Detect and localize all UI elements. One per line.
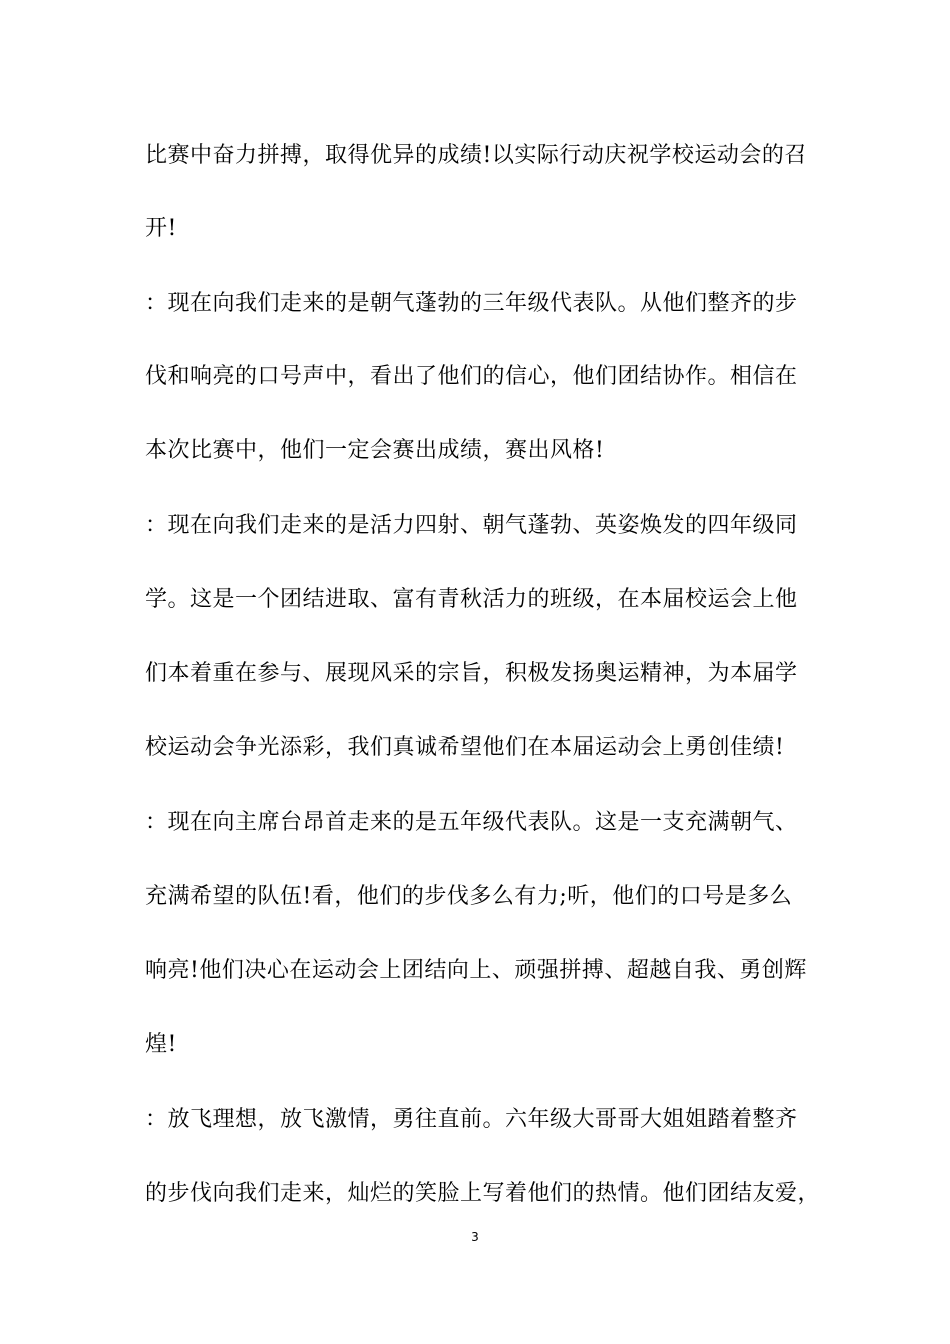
page-number: 3 — [471, 1230, 479, 1244]
text-line: ：现在向我们走来的是活力四射、朝气蓬勃、英姿焕发的四年级同 — [145, 513, 798, 538]
text-line: ：放飞理想，放飞激情，勇往直前。六年级大哥哥大姐姐踏着整齐 — [145, 1107, 798, 1132]
text-line: 伐和响亮的口号声中，看出了他们的信心，他们团结协作。相信在 — [145, 364, 798, 389]
text-line: 们本着重在参与、展现风采的宗旨，积极发扬奥运精神，为本届学 — [145, 661, 798, 686]
text-line: 开! — [145, 216, 177, 241]
text-line: ：现在向我们走来的是朝气蓬勃的三年级代表队。从他们整齐的步 — [145, 291, 798, 316]
text-line: 响亮!他们决心在运动会上团结向上、顽强拼搏、超越自我、勇创辉 — [145, 958, 807, 983]
text-line: 的步伐向我们走来，灿烂的笑脸上写着他们的热情。他们团结友爱， — [145, 1181, 821, 1206]
text-line: 充满希望的队伍!看，他们的步伐多么有力;听，他们的口号是多么 — [145, 884, 793, 909]
text-line: 学。这是一个团结进取、富有青秋活力的班级，在本届校运会上他 — [145, 587, 798, 612]
text-line: 比赛中奋力拼搏，取得优异的成绩!以实际行动庆祝学校运动会的召 — [145, 143, 807, 168]
text-line: ：现在向主席台昂首走来的是五年级代表队。这是一支充满朝气、 — [145, 810, 798, 835]
text-line: 煌! — [145, 1032, 177, 1057]
text-line: 校运动会争光添彩，我们真诚希望他们在本届运动会上勇创佳绩! — [145, 735, 785, 760]
text-line: 本次比赛中，他们一定会赛出成绩，赛出风格! — [145, 438, 605, 463]
